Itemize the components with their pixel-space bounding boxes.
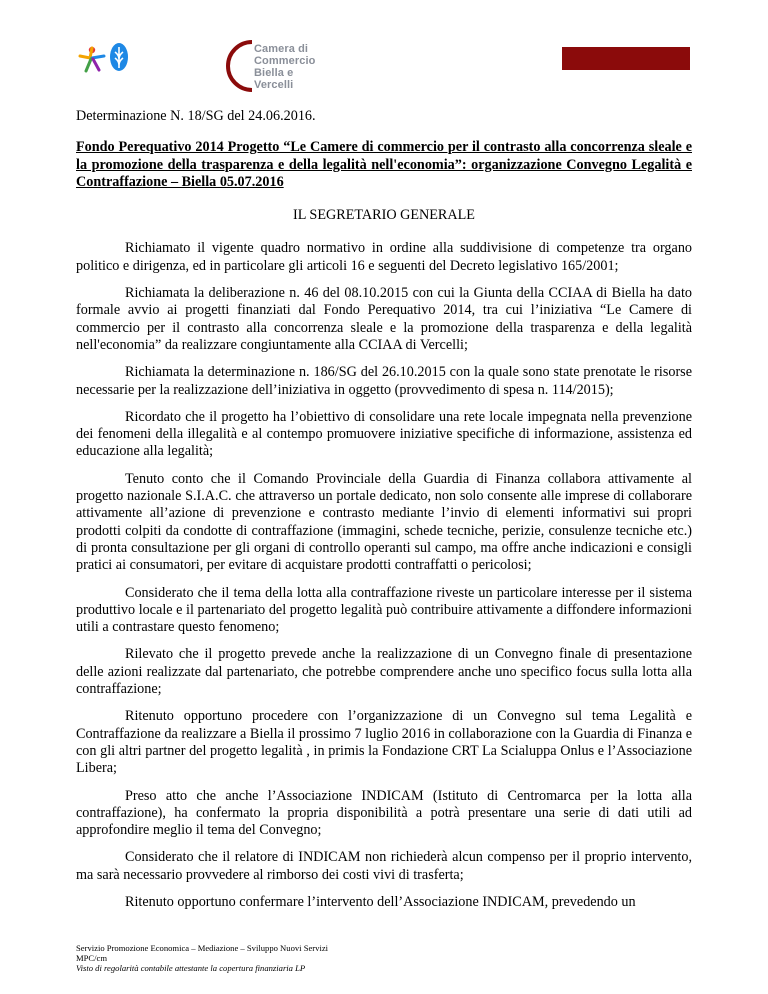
star-figure-icon [78,44,106,74]
section-heading: IL SEGRETARIO GENERALE [293,207,475,224]
paragraph: Richiamato il vigente quadro normativo in ordine alla suddivisione di competenze tra organo politico e dirigenza, ed in particolare gli articoli 16 e seguenti del Decreto legislativo 165/2001; [76,240,692,274]
paragraph: Preso atto che anche l’Associazione INDICAM (Istituto di Centromarca per la lotta alla contraffazione), ha confermato la propria disponibilità a potrà presentare una serie di dati utili ad approfondire meglio il tema del Convegno; [76,787,692,839]
document-body [76,108,692,921]
paragraph: Richiamata la determinazione n. 186/SG del 26.10.2015 con la quale sono state prenotate le risorse necessarie per la realizzazione dell’iniziativa in oggetto (provvedimento di spesa n. 114/2015); [76,364,692,398]
paragraph: Ritenuto opportuno confermare l’intervento dell’Associazione INDICAM, prevedendo un [125,893,636,910]
paragraph: Tenuto conto che il Comando Provinciale della Guardia di Finanza collabora attivamente al progetto nazionale S.I.A.C. che attraverso un portale dedicato, non solo consente alle imprese di collaborare attivamente all’azione di prevenzione e contrasto mediante l’invio di elementi informativi sui propri prodotti colpiti da condotte di contraffazione (immagini, schede tecniche, perizie, consulenze tecniche etc.) di pronta consultazione per gli organi di controllo operanti sul campo, ma offre anche indicazioni e consigli pratici ai consumatori, per evitare di acquistare prodotti contraffatti o pericolosi; [76,470,692,574]
footer-initials: MPC/cm [76,953,108,963]
page-header [0,0,768,90]
chamber-logo [78,42,318,92]
logo-line-1: Camera di Commercio [254,43,316,67]
footer-department: Servizio Promozione Economica – Mediazione – Sviluppo Nuovi Servizi [76,943,329,953]
wheat-emblem-icon [109,42,129,72]
paragraph: Ritenuto opportuno procedere con l’organizzazione di un Convegno sul tema Legalità e Contraffazione da realizzare a Biella il prossimo 7 luglio 2016 in collaborazione con la Guardia di Finanza e con gli altri partner del progetto legalità , in primis la Fondazione CRT La Scialuppa Onlus e l’Associazione Libera; [76,708,692,777]
paragraph: Ricordato che il progetto ha l’obiettivo di consolidare una rete locale impegnata nella prevenzione dei fenomeni della illegalità e al contempo promuovere iniziative specifiche di informazione, assistenza ed educazione alla legalità; [76,408,692,460]
page-footer [76,943,696,973]
logo-text [254,43,318,91]
arc-mark-icon [226,38,256,98]
paragraph: Considerato che il relatore di INDICAM non richiederà alcun compenso per il proprio intervento, ma sarà necessario provvedere al rimborso dei costi vivi di trasferta; [76,849,692,883]
paragraph: Rilevato che il progetto prevede anche la realizzazione di un Convegno finale di presentazione delle azioni realizzate dal partenariato, che potrebbe comprendere anche uno specifico focus sulla lotta alla contraffazione; [76,646,692,698]
footer-accounting-note: Visto di regolarità contabile attestante la copertura finanziaria LP [76,963,306,973]
determination-number: Determinazione N. 18/SG del 24.06.2016. [76,108,316,124]
logo-line-2: Biella e Vercelli [254,67,294,91]
paragraph: Richiamata la deliberazione n. 46 del 08.10.2015 con cui la Giunta della CCIAA di Biella ha dato formale avvio ai progetti finanziati dal Fondo Perequativo 2014, tra cui l’iniziativa “Le Camere di commercio per il contrasto alla concorrenza sleale e la promozione della trasparenza e della legalità nell'economia” da realizzare congiuntamente alla CCIAA di Vercelli; [76,285,692,353]
paragraph: Considerato che il tema della lotta alla contraffazione riveste un particolare interesse per il sistema produttivo locale e il partenariato del progetto legalità può contribuire attivamente a diffondere informazioni utili a contrastare questo fenomeno; [76,584,692,636]
document-title: Fondo Perequativo 2014 Progetto “Le Camere di commercio per il contrasto alla concorrenza sleale e la promozione della trasparenza e della legalità nell'economia”: organizzazione Convegno Legalità e Contraffazione – Biella 05.07.2016 [76,139,692,190]
red-banner-box [562,47,690,70]
